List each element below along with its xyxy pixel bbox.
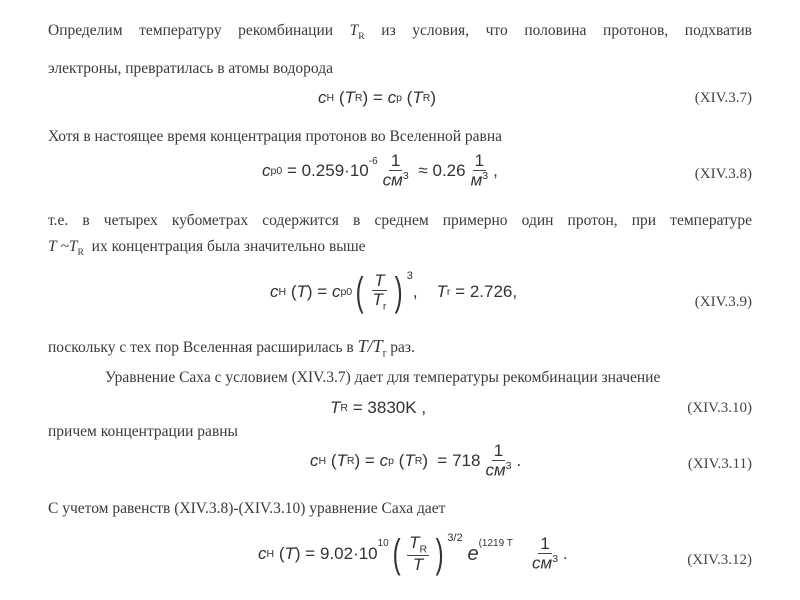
paragraph-line: электроны, превратилась в атомы водорода (48, 60, 333, 77)
text-run: их концентрация была значительно выше (91, 238, 366, 255)
equation-xiv-3-11: c H ( T R ) = c p ( T R ) = 718 $\frac{1}{см^3}$ . (XIV.3.11) (310, 441, 752, 480)
equation-number: (XIV.3.11) (687, 456, 752, 472)
text-run: поскольку с тех пор Вселенная расширилась в (48, 339, 354, 356)
equation-number: (XIV.3.10) (687, 400, 752, 416)
paragraph-line: Хотя в настоящее время концентрация протонов во Вселенной равна (48, 128, 503, 145)
text-run: Определим температуру рекомбинации (48, 22, 334, 39)
equation-number: (XIV.3.8) (694, 166, 752, 182)
paragraph-line: Уравнение Саха с условием (XIV.3.7) дает для температуры рекомбинации значение (105, 369, 661, 386)
paragraph-line (48, 336, 752, 360)
equation-xiv-3-8: c p0 = 0.259·10 $^{-6}$ $\frac{1}{см^3}$ ≈ 0.26 $\frac{1}{м^3}$ , (XIV.3.8) (262, 151, 752, 190)
equation-xiv-3-12: c H ( T ) = 9.02·10 $^{10}$ ( $\frac{T_R}{T}$ ) $^{3/2}$ e $^{(1219 T}$ $\frac{1}{см^3}$ . (XIV.3.12) (258, 532, 752, 577)
math-inline: $T_R$ (349, 22, 365, 43)
equation-xiv-3-7: c H ( T R ) = c p ( T R ) (XIV.3.7) (318, 88, 752, 107)
equation-xiv-3-9: c H ( T ) = c p0 ( $\frac{T}{T_r}$ ) $^3$ , T r = 2.726, (XIV.3.9) (270, 270, 752, 315)
equation-number: (XIV.3.9) (694, 294, 752, 310)
paragraph-line: причем концентрации равны (48, 423, 238, 440)
paragraph-line: С учетом равенств (XIV.3.8)-(XIV.3.10) уравнение Саха дает (48, 500, 446, 517)
paragraph-line: т.е. в четырех кубометрах содержится в среднем примерно один протон, при температуре (48, 212, 752, 229)
math-inline: $T/T_r$ (357, 336, 387, 360)
text-run: раз. (390, 339, 415, 356)
equation-number: (XIV.3.7) (694, 90, 752, 106)
math-inline: T $\sim T_R$ (48, 238, 84, 259)
equation-xiv-3-10: T R = 3830K , (XIV.3.10) (330, 398, 752, 417)
paragraph-line (48, 238, 752, 258)
equation-number: (XIV.3.12) (687, 552, 752, 568)
paragraph-line (48, 22, 752, 42)
text-run: из условия, что половина протонов, подхватив (381, 22, 752, 39)
